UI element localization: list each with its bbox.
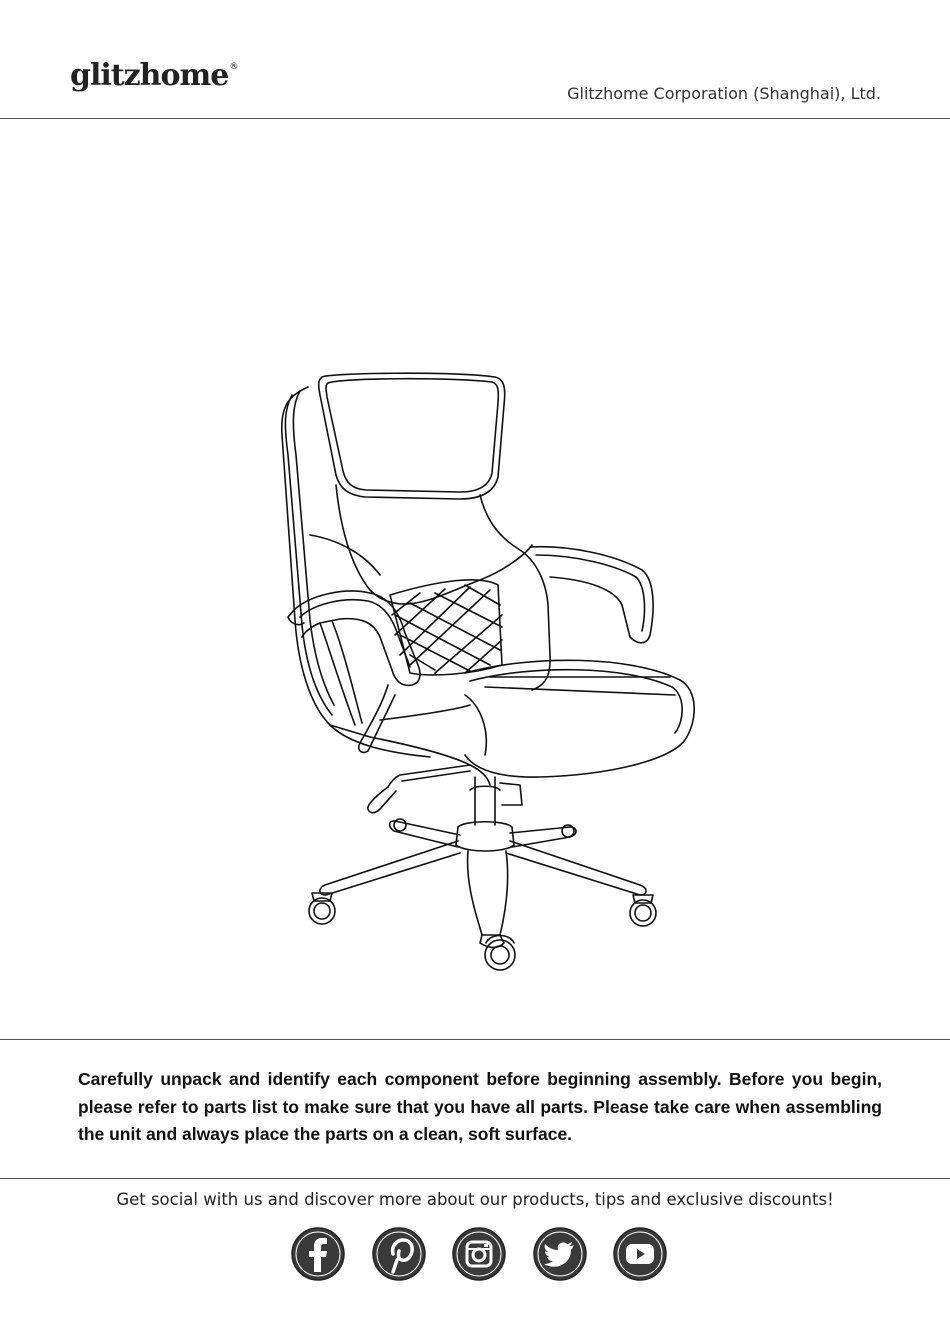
instructions-top-divider [0, 1039, 950, 1040]
twitter-icon[interactable] [532, 1226, 588, 1282]
office-chair-illustration [270, 365, 700, 977]
assembly-instructions: Carefully unpack and identify each component before beginning assembly. Before you begin, please refer to parts list to make sure that you have all parts. Please take care when assembling the unit and always place the parts on a clean, soft surface. [78, 1069, 882, 1144]
social-icons [290, 1226, 670, 1286]
pinterest-icon[interactable] [371, 1226, 427, 1282]
facebook-icon[interactable] [290, 1226, 346, 1282]
logo-text: glitzhome [70, 58, 229, 93]
instagram-icon[interactable] [451, 1226, 507, 1282]
brand-logo [70, 58, 237, 93]
social-tagline: Get social with us and discover more about our products, tips and exclusive discounts! [116, 1190, 834, 1209]
instructions-bottom-divider [0, 1178, 950, 1179]
company-name: Glitzhome Corporation (Shanghai), Ltd. [567, 84, 881, 103]
registered-mark: ® [229, 62, 238, 72]
youtube-icon[interactable] [612, 1226, 668, 1282]
header-divider [0, 118, 950, 119]
